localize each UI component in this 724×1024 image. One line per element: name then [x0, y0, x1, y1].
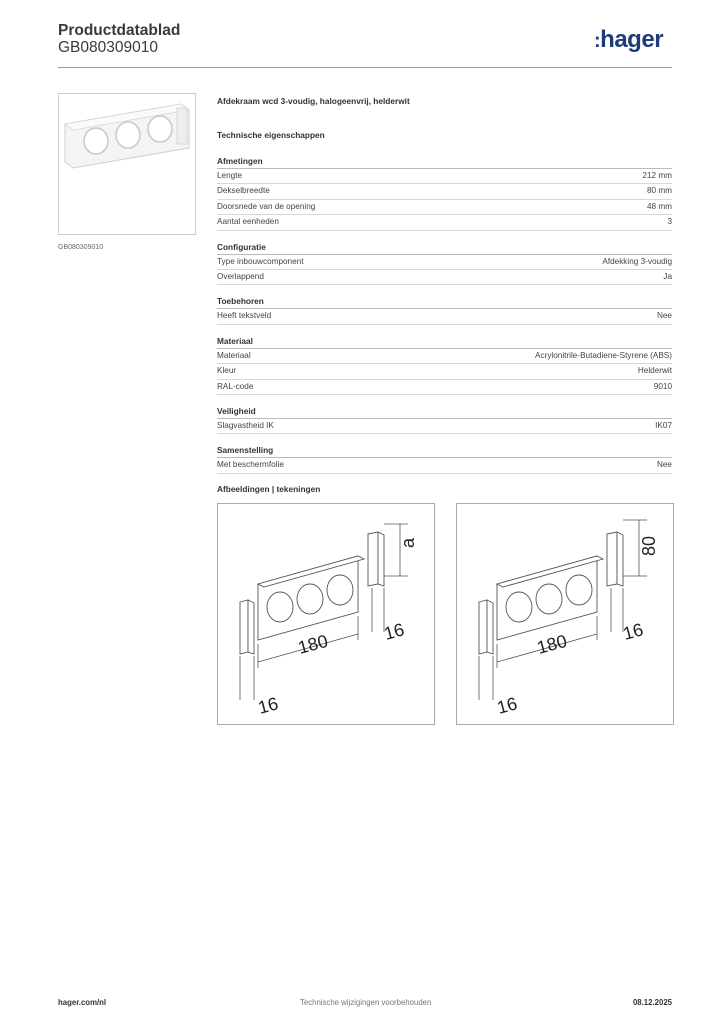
spec-row [217, 215, 672, 230]
dim-depth-right-label: 16 [620, 619, 646, 644]
spec-label: Met beschermfolie [217, 460, 284, 470]
spec-label: Kleur [217, 366, 237, 376]
dim-height-label: a [398, 537, 418, 548]
spec-table [217, 155, 672, 474]
spec-value: Acrylonitrile-Butadiene-Styrene (ABS) [535, 350, 672, 360]
images-heading: Afbeeldingen | tekeningen [217, 484, 321, 494]
footer-website[interactable]: hager.com/nl [58, 998, 107, 1007]
spec-value: Ja [663, 271, 672, 281]
spec-label: Aantal eenheden [217, 217, 279, 227]
spec-value: 48 mm [646, 201, 672, 211]
spec-label: Dekselbreedte [217, 186, 270, 196]
dim-depth-left-label: 16 [255, 693, 281, 718]
spec-value: Nee [656, 460, 672, 470]
spec-row [217, 349, 672, 364]
section-title: Configuratie [217, 241, 672, 255]
tech-properties-heading: Technische eigenschappen [217, 130, 325, 140]
spec-label: Heeft tekstveld [217, 311, 272, 321]
spec-row [217, 255, 672, 270]
page-title: Productdatablad [58, 22, 181, 39]
spec-row [217, 200, 672, 215]
spec-row [217, 169, 672, 184]
spec-label: Overlappend [217, 271, 264, 281]
spec-row [217, 270, 672, 285]
dim-depth-right-label: 16 [381, 619, 407, 644]
footer-date: 08.12.2025 [632, 998, 672, 1007]
spec-label: Type inbouwcomponent [217, 256, 304, 266]
spec-value: Nee [656, 311, 672, 321]
section-title: Veiligheid [217, 405, 672, 419]
spec-label: RAL-code [217, 381, 254, 391]
section-title: Materiaal [217, 335, 672, 349]
spec-value: 3 [667, 217, 672, 227]
product-code: GB080309010 [58, 39, 158, 56]
spec-row [217, 309, 672, 324]
product-name: Afdekraam wcd 3-voudig, halogeenvrij, helderwit [217, 96, 410, 106]
spec-value: 9010 [653, 381, 672, 391]
spec-row [217, 364, 672, 379]
dim-depth-left-label: 16 [494, 693, 520, 718]
hager-logo [594, 26, 663, 54]
spec-row [217, 419, 672, 434]
spec-value: IK07 [655, 420, 672, 430]
spec-value: Afdekking 3-voudig [602, 256, 672, 266]
spec-row [217, 380, 672, 395]
section-title: Afmetingen [217, 155, 672, 169]
section-title: Samenstelling [217, 444, 672, 458]
spec-row [217, 458, 672, 473]
section-title: Toebehoren [217, 295, 672, 309]
spec-value: 212 mm [642, 171, 672, 180]
spec-label: Doorsnede van de opening [217, 201, 316, 211]
spec-label: Slagvastheid IK [217, 420, 274, 430]
thumbnail-caption: GB080309010 [58, 244, 104, 251]
spec-value: Helderwit [637, 366, 672, 376]
footer-notice: Technische wijzigingen voorbehouden [300, 998, 432, 1007]
header-divider [58, 67, 672, 68]
spec-label: Lengte [217, 171, 243, 180]
technical-drawing [456, 503, 674, 725]
product-thumbnail [58, 93, 196, 235]
logo-text: hager [600, 26, 664, 53]
technical-drawing [217, 503, 435, 725]
spec-row [217, 184, 672, 199]
dim-width-label: 180 [534, 630, 570, 658]
spec-value: 80 mm [646, 186, 672, 196]
spec-label: Materiaal [217, 350, 251, 360]
dim-width-label: 180 [295, 630, 331, 658]
logo-prefix: : [594, 30, 601, 52]
dim-height-label: 80 [639, 535, 659, 556]
